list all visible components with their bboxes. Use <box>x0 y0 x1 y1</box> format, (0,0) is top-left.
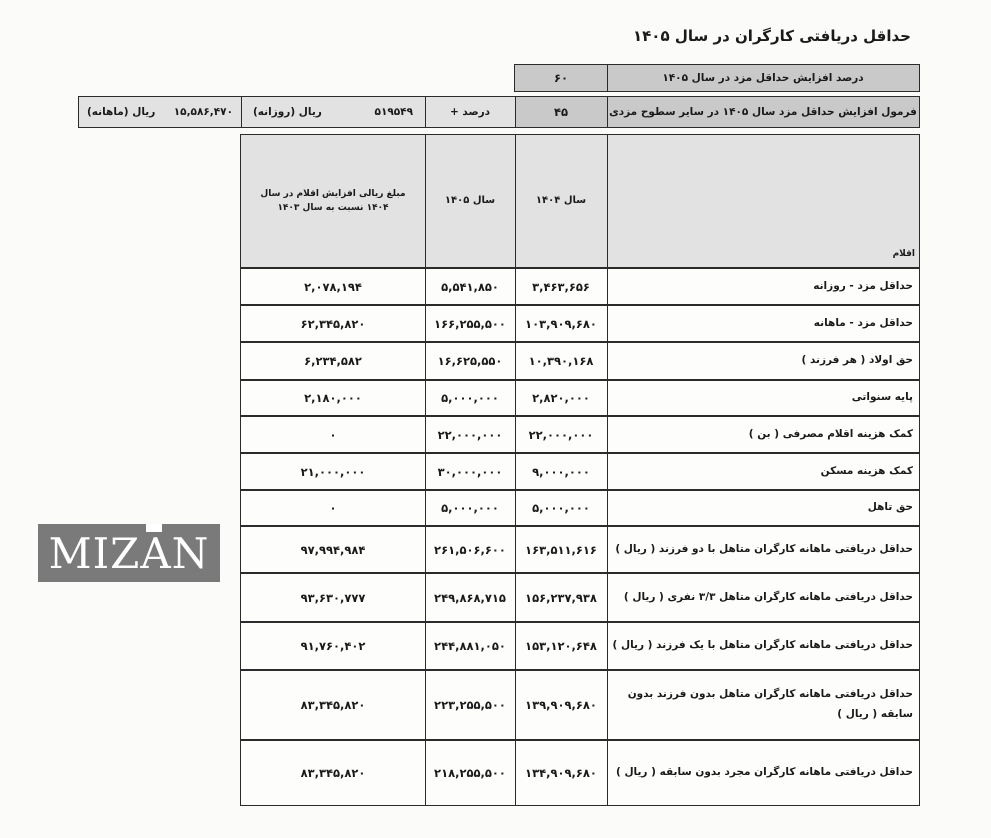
value-difference: ۶,۲۳۴,۵۸۲ <box>240 342 426 380</box>
row-label: پایه سنواتی <box>606 380 920 416</box>
value-1405: ۲۴۴,۸۸۱,۰۵۰ <box>424 622 516 670</box>
value-1404: ۱۰۳,۹۰۹,۶۸۰ <box>514 305 608 342</box>
value-1404: ۳,۴۶۳,۶۵۶ <box>514 268 608 305</box>
value-difference: ۶۲,۳۴۵,۸۲۰ <box>240 305 426 342</box>
value-1404: ۲۲,۰۰۰,۰۰۰ <box>514 416 608 453</box>
value-difference: ۰ <box>240 490 426 526</box>
value-difference: ۹۷,۹۹۴,۹۸۴ <box>240 526 426 573</box>
formula-label-cell: فرمول افزایش حداقل مزد سال ۱۴۰۵ در سایر سطوح مزدی <box>606 96 920 128</box>
formula-percent-cell: درصد + <box>424 96 516 128</box>
value-difference: ۲۱,۰۰۰,۰۰۰ <box>240 453 426 490</box>
daily-amount-cell <box>240 96 426 128</box>
value-difference: ۹۱,۷۶۰,۴۰۲ <box>240 622 426 670</box>
value-1405: ۲۲,۰۰۰,۰۰۰ <box>424 416 516 453</box>
row-label: حداقل دریافتی ماهانه کارگران مجرد بدون سابقه ( ریال ) <box>606 740 920 806</box>
row-label: حداقل دریافتی ماهانه کارگران متاهل ۳/۳ نفری ( ریال ) <box>606 573 920 622</box>
increase-label-cell: درصد افزایش حداقل مزد در سال ۱۴۰۵ <box>606 64 920 92</box>
row-label: حداقل دریافتی ماهانه کارگران متاهل با یک فرزند ( ریال ) <box>606 622 920 670</box>
daily-amount: ۵۱۹۵۴۹ <box>374 106 413 118</box>
value-1405: ۵,۰۰۰,۰۰۰ <box>424 380 516 416</box>
value-1404: ۱۳۹,۹۰۹,۶۸۰ <box>514 670 608 740</box>
value-1404: ۱۶۳,۵۱۱,۶۱۶ <box>514 526 608 573</box>
value-difference: ۲,۰۷۸,۱۹۴ <box>240 268 426 305</box>
value-1405: ۳۰,۰۰۰,۰۰۰ <box>424 453 516 490</box>
value-1404: ۲,۸۲۰,۰۰۰ <box>514 380 608 416</box>
increase-value-cell: ۶۰ <box>514 64 608 92</box>
value-1404: ۵,۰۰۰,۰۰۰ <box>514 490 608 526</box>
daily-unit: ریال (روزانه) <box>253 106 322 118</box>
value-difference: ۸۳,۳۴۵,۸۲۰ <box>240 670 426 740</box>
row-label: حداقل دریافتی ماهانه کارگران متاهل بدون فرزند بدون سابقه ( ریال ) <box>606 670 920 740</box>
header-items: اقلام <box>606 134 920 268</box>
row-label: کمک هزینه اقلام مصرفی ( بن ) <box>606 416 920 453</box>
value-difference: ۸۳,۳۴۵,۸۲۰ <box>240 740 426 806</box>
value-difference: ۲,۱۸۰,۰۰۰ <box>240 380 426 416</box>
row-label: کمک هزینه مسکن <box>606 453 920 490</box>
header-year-1404: سال ۱۴۰۴ <box>514 134 608 268</box>
value-1404: ۹,۰۰۰,۰۰۰ <box>514 453 608 490</box>
header-year-1405: سال ۱۴۰۵ <box>424 134 516 268</box>
row-label: حق تاهل <box>606 490 920 526</box>
value-1405: ۵,۵۴۱,۸۵۰ <box>424 268 516 305</box>
row-label: حق اولاد ( هر فرزند ) <box>606 342 920 380</box>
value-difference: ۰ <box>240 416 426 453</box>
mizan-logo <box>38 524 220 582</box>
formula-value-cell: ۴۵ <box>514 96 608 128</box>
value-1404: ۱۳۴,۹۰۹,۶۸۰ <box>514 740 608 806</box>
value-1405: ۱۶۶,۲۵۵,۵۰۰ <box>424 305 516 342</box>
value-1405: ۵,۰۰۰,۰۰۰ <box>424 490 516 526</box>
value-1405: ۲۴۹,۸۶۸,۷۱۵ <box>424 573 516 622</box>
value-1404: ۱۵۳,۱۲۰,۶۴۸ <box>514 622 608 670</box>
value-1405: ۲۱۸,۲۵۵,۵۰۰ <box>424 740 516 806</box>
header-difference: مبلغ ریالی افزایش اقلام در سال ۱۴۰۴ نسبت به سال ۱۴۰۳ <box>240 134 426 268</box>
row-label: حداقل دریافتی ماهانه کارگران متاهل با دو فرزند ( ریال ) <box>606 526 920 573</box>
value-1405: ۲۶۱,۵۰۶,۶۰۰ <box>424 526 516 573</box>
value-1405: ۱۶,۶۲۵,۵۵۰ <box>424 342 516 380</box>
document-title: حداقل دریافتی کارگران در سال ۱۴۰۵ <box>632 27 911 45</box>
row-label: حداقل مزد - روزانه <box>606 268 920 305</box>
row-label: حداقل مزد - ماهانه <box>606 305 920 342</box>
value-1405: ۲۲۳,۲۵۵,۵۰۰ <box>424 670 516 740</box>
monthly-unit: ریال (ماهانه) <box>87 106 156 118</box>
value-difference: ۹۳,۶۳۰,۷۷۷ <box>240 573 426 622</box>
value-1404: ۱۵۶,۲۳۷,۹۳۸ <box>514 573 608 622</box>
logo-text: MIZAN <box>48 528 210 578</box>
monthly-amount: ۱۵,۵۸۶,۴۷۰ <box>173 106 233 118</box>
value-1404: ۱۰,۳۹۰,۱۶۸ <box>514 342 608 380</box>
monthly-amount-cell <box>78 96 242 128</box>
